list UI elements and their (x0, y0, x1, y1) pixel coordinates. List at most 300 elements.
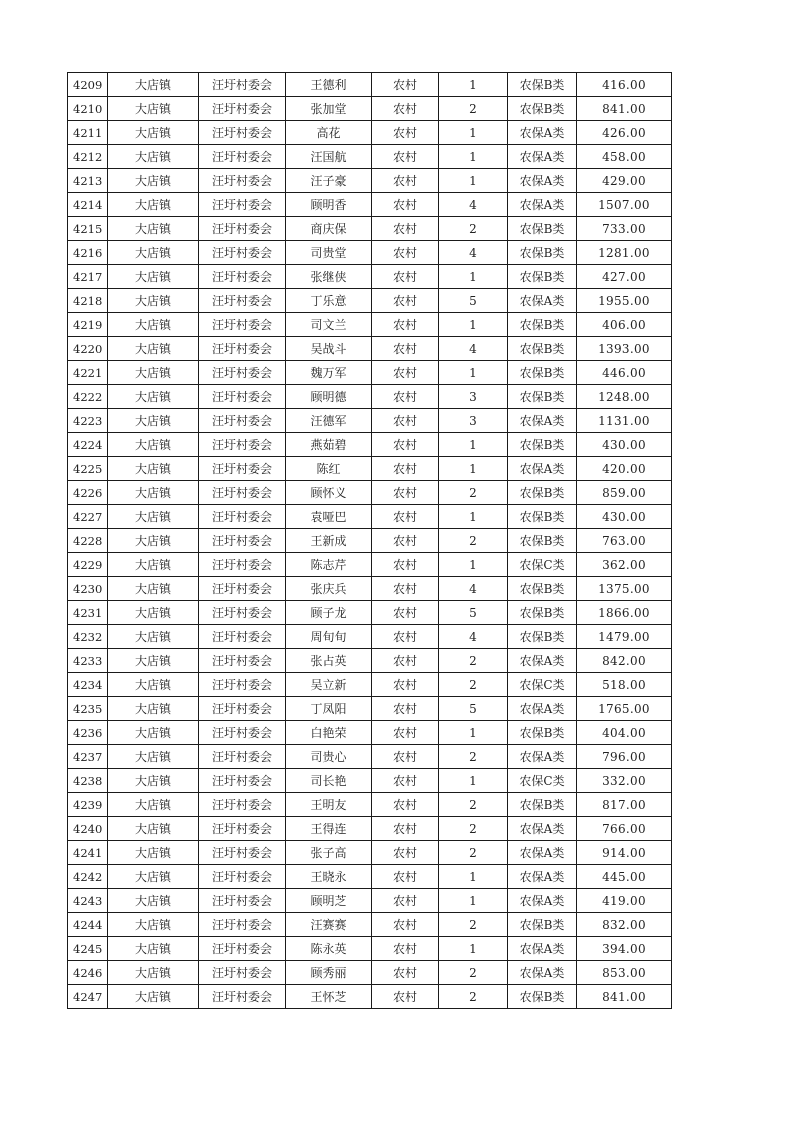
table-row (68, 961, 672, 985)
amount-cell: 420.00 (577, 457, 672, 481)
household-count-cell: 1 (439, 505, 508, 529)
insurance-category-cell: 农保B类 (508, 505, 577, 529)
record-id-cell: 4212 (68, 145, 108, 169)
village-committee-cell: 汪圩村委会 (199, 985, 286, 1009)
town-cell: 大店镇 (108, 601, 199, 625)
amount-cell: 914.00 (577, 841, 672, 865)
household-count-cell: 1 (439, 433, 508, 457)
insurance-category-cell: 农保A类 (508, 169, 577, 193)
household-count-cell: 3 (439, 409, 508, 433)
insurance-category-cell: 农保A类 (508, 193, 577, 217)
insurance-category-cell: 农保A类 (508, 865, 577, 889)
village-committee-cell: 汪圩村委会 (199, 145, 286, 169)
insurance-category-cell: 农保A类 (508, 145, 577, 169)
village-committee-cell: 汪圩村委会 (199, 457, 286, 481)
table-row (68, 601, 672, 625)
amount-cell: 859.00 (577, 481, 672, 505)
area-type-cell: 农村 (372, 121, 439, 145)
household-count-cell: 1 (439, 265, 508, 289)
village-committee-cell: 汪圩村委会 (199, 217, 286, 241)
table-row (68, 241, 672, 265)
amount-cell: 458.00 (577, 145, 672, 169)
table-row (68, 337, 672, 361)
amount-cell: 1281.00 (577, 241, 672, 265)
table-row (68, 313, 672, 337)
amount-cell: 1248.00 (577, 385, 672, 409)
table-row (68, 409, 672, 433)
village-committee-cell: 汪圩村委会 (199, 865, 286, 889)
area-type-cell: 农村 (372, 625, 439, 649)
record-id-cell: 4224 (68, 433, 108, 457)
record-id-cell: 4209 (68, 73, 108, 97)
record-id-cell: 4221 (68, 361, 108, 385)
area-type-cell: 农村 (372, 697, 439, 721)
person-name-cell: 商庆保 (286, 217, 372, 241)
amount-cell: 841.00 (577, 985, 672, 1009)
record-id-cell: 4226 (68, 481, 108, 505)
area-type-cell: 农村 (372, 241, 439, 265)
person-name-cell: 吴战斗 (286, 337, 372, 361)
person-name-cell: 顾明德 (286, 385, 372, 409)
area-type-cell: 农村 (372, 577, 439, 601)
person-name-cell: 魏万军 (286, 361, 372, 385)
table-row (68, 649, 672, 673)
person-name-cell: 陈红 (286, 457, 372, 481)
table-row (68, 121, 672, 145)
household-count-cell: 4 (439, 193, 508, 217)
household-count-cell: 2 (439, 985, 508, 1009)
village-committee-cell: 汪圩村委会 (199, 361, 286, 385)
village-committee-cell: 汪圩村委会 (199, 409, 286, 433)
table-row (68, 577, 672, 601)
town-cell: 大店镇 (108, 265, 199, 289)
record-id-cell: 4228 (68, 529, 108, 553)
amount-cell: 419.00 (577, 889, 672, 913)
town-cell: 大店镇 (108, 577, 199, 601)
record-id-cell: 4227 (68, 505, 108, 529)
town-cell: 大店镇 (108, 193, 199, 217)
insurance-category-cell: 农保A类 (508, 817, 577, 841)
village-committee-cell: 汪圩村委会 (199, 505, 286, 529)
person-name-cell: 王明友 (286, 793, 372, 817)
table-row (68, 817, 672, 841)
town-cell: 大店镇 (108, 529, 199, 553)
village-committee-cell: 汪圩村委会 (199, 649, 286, 673)
insurance-category-cell: 农保C类 (508, 553, 577, 577)
person-name-cell: 王晓永 (286, 865, 372, 889)
amount-cell: 1375.00 (577, 577, 672, 601)
town-cell: 大店镇 (108, 289, 199, 313)
table-row (68, 457, 672, 481)
village-committee-cell: 汪圩村委会 (199, 481, 286, 505)
record-id-cell: 4244 (68, 913, 108, 937)
person-name-cell: 张加堂 (286, 97, 372, 121)
town-cell: 大店镇 (108, 961, 199, 985)
amount-cell: 1507.00 (577, 193, 672, 217)
record-id-cell: 4242 (68, 865, 108, 889)
area-type-cell: 农村 (372, 937, 439, 961)
household-count-cell: 1 (439, 769, 508, 793)
insurance-category-cell: 农保B类 (508, 337, 577, 361)
table-row (68, 745, 672, 769)
insurance-category-cell: 农保B类 (508, 433, 577, 457)
person-name-cell: 顾明芝 (286, 889, 372, 913)
area-type-cell: 农村 (372, 673, 439, 697)
record-id-cell: 4218 (68, 289, 108, 313)
area-type-cell: 农村 (372, 73, 439, 97)
table-row (68, 265, 672, 289)
area-type-cell: 农村 (372, 793, 439, 817)
insurance-category-cell: 农保B类 (508, 385, 577, 409)
amount-cell: 430.00 (577, 433, 672, 457)
record-id-cell: 4234 (68, 673, 108, 697)
record-id-cell: 4220 (68, 337, 108, 361)
household-count-cell: 1 (439, 865, 508, 889)
town-cell: 大店镇 (108, 361, 199, 385)
area-type-cell: 农村 (372, 337, 439, 361)
town-cell: 大店镇 (108, 913, 199, 937)
insurance-category-cell: 农保B类 (508, 625, 577, 649)
table-row (68, 73, 672, 97)
amount-cell: 404.00 (577, 721, 672, 745)
town-cell: 大店镇 (108, 889, 199, 913)
village-committee-cell: 汪圩村委会 (199, 121, 286, 145)
town-cell: 大店镇 (108, 673, 199, 697)
area-type-cell: 农村 (372, 817, 439, 841)
household-count-cell: 1 (439, 889, 508, 913)
amount-cell: 763.00 (577, 529, 672, 553)
village-committee-cell: 汪圩村委会 (199, 193, 286, 217)
area-type-cell: 农村 (372, 97, 439, 121)
household-count-cell: 1 (439, 553, 508, 577)
amount-cell: 1393.00 (577, 337, 672, 361)
insurance-category-cell: 农保B类 (508, 721, 577, 745)
person-name-cell: 陈志芹 (286, 553, 372, 577)
town-cell: 大店镇 (108, 481, 199, 505)
amount-cell: 733.00 (577, 217, 672, 241)
village-committee-cell: 汪圩村委会 (199, 841, 286, 865)
record-id-cell: 4232 (68, 625, 108, 649)
town-cell: 大店镇 (108, 745, 199, 769)
household-count-cell: 2 (439, 793, 508, 817)
household-count-cell: 4 (439, 241, 508, 265)
household-count-cell: 4 (439, 337, 508, 361)
amount-cell: 842.00 (577, 649, 672, 673)
town-cell: 大店镇 (108, 625, 199, 649)
table-row (68, 169, 672, 193)
person-name-cell: 王得连 (286, 817, 372, 841)
amount-cell: 426.00 (577, 121, 672, 145)
person-name-cell: 司文兰 (286, 313, 372, 337)
household-count-cell: 1 (439, 457, 508, 481)
record-id-cell: 4241 (68, 841, 108, 865)
records-table (67, 72, 672, 1009)
household-count-cell: 2 (439, 481, 508, 505)
village-committee-cell: 汪圩村委会 (199, 721, 286, 745)
area-type-cell: 农村 (372, 841, 439, 865)
town-cell: 大店镇 (108, 937, 199, 961)
person-name-cell: 王怀芝 (286, 985, 372, 1009)
amount-cell: 416.00 (577, 73, 672, 97)
area-type-cell: 农村 (372, 361, 439, 385)
area-type-cell: 农村 (372, 985, 439, 1009)
table-row (68, 937, 672, 961)
insurance-category-cell: 农保A类 (508, 457, 577, 481)
town-cell: 大店镇 (108, 457, 199, 481)
area-type-cell: 农村 (372, 721, 439, 745)
insurance-category-cell: 农保B类 (508, 577, 577, 601)
person-name-cell: 张占英 (286, 649, 372, 673)
village-committee-cell: 汪圩村委会 (199, 769, 286, 793)
amount-cell: 841.00 (577, 97, 672, 121)
record-id-cell: 4219 (68, 313, 108, 337)
town-cell: 大店镇 (108, 145, 199, 169)
insurance-category-cell: 农保A类 (508, 841, 577, 865)
amount-cell: 1765.00 (577, 697, 672, 721)
record-id-cell: 4222 (68, 385, 108, 409)
person-name-cell: 司长艳 (286, 769, 372, 793)
area-type-cell: 农村 (372, 409, 439, 433)
amount-cell: 446.00 (577, 361, 672, 385)
table-body (68, 73, 672, 1009)
amount-cell: 362.00 (577, 553, 672, 577)
insurance-category-cell: 农保B类 (508, 529, 577, 553)
household-count-cell: 3 (439, 385, 508, 409)
town-cell: 大店镇 (108, 553, 199, 577)
area-type-cell: 农村 (372, 961, 439, 985)
area-type-cell: 农村 (372, 745, 439, 769)
table-row (68, 553, 672, 577)
household-count-cell: 1 (439, 313, 508, 337)
table-row (68, 985, 672, 1009)
insurance-category-cell: 农保B类 (508, 481, 577, 505)
amount-cell: 394.00 (577, 937, 672, 961)
household-count-cell: 2 (439, 529, 508, 553)
person-name-cell: 吴立新 (286, 673, 372, 697)
table-row (68, 841, 672, 865)
record-id-cell: 4225 (68, 457, 108, 481)
person-name-cell: 顾子龙 (286, 601, 372, 625)
insurance-category-cell: 农保B类 (508, 985, 577, 1009)
town-cell: 大店镇 (108, 313, 199, 337)
insurance-category-cell: 农保B类 (508, 241, 577, 265)
record-id-cell: 4231 (68, 601, 108, 625)
amount-cell: 429.00 (577, 169, 672, 193)
person-name-cell: 王新成 (286, 529, 372, 553)
area-type-cell: 农村 (372, 433, 439, 457)
village-committee-cell: 汪圩村委会 (199, 433, 286, 457)
record-id-cell: 4229 (68, 553, 108, 577)
household-count-cell: 2 (439, 817, 508, 841)
household-count-cell: 1 (439, 361, 508, 385)
amount-cell: 853.00 (577, 961, 672, 985)
table-row (68, 481, 672, 505)
table-row (68, 193, 672, 217)
area-type-cell: 农村 (372, 265, 439, 289)
amount-cell: 1131.00 (577, 409, 672, 433)
record-id-cell: 4211 (68, 121, 108, 145)
record-id-cell: 4235 (68, 697, 108, 721)
town-cell: 大店镇 (108, 241, 199, 265)
person-name-cell: 周旬旬 (286, 625, 372, 649)
insurance-category-cell: 农保B类 (508, 73, 577, 97)
household-count-cell: 2 (439, 841, 508, 865)
record-id-cell: 4217 (68, 265, 108, 289)
person-name-cell: 高花 (286, 121, 372, 145)
village-committee-cell: 汪圩村委会 (199, 697, 286, 721)
area-type-cell: 农村 (372, 385, 439, 409)
insurance-category-cell: 农保A类 (508, 937, 577, 961)
record-id-cell: 4243 (68, 889, 108, 913)
village-committee-cell: 汪圩村委会 (199, 73, 286, 97)
person-name-cell: 袁哑巴 (286, 505, 372, 529)
town-cell: 大店镇 (108, 121, 199, 145)
person-name-cell: 顾怀义 (286, 481, 372, 505)
insurance-category-cell: 农保B类 (508, 361, 577, 385)
area-type-cell: 农村 (372, 169, 439, 193)
table-row (68, 385, 672, 409)
village-committee-cell: 汪圩村委会 (199, 673, 286, 697)
household-count-cell: 2 (439, 961, 508, 985)
table-row (68, 529, 672, 553)
person-name-cell: 顾秀丽 (286, 961, 372, 985)
village-committee-cell: 汪圩村委会 (199, 97, 286, 121)
table-row (68, 145, 672, 169)
record-id-cell: 4213 (68, 169, 108, 193)
area-type-cell: 农村 (372, 505, 439, 529)
village-committee-cell: 汪圩村委会 (199, 745, 286, 769)
amount-cell: 332.00 (577, 769, 672, 793)
table-row (68, 865, 672, 889)
insurance-category-cell: 农保B类 (508, 913, 577, 937)
table-row (68, 505, 672, 529)
area-type-cell: 农村 (372, 481, 439, 505)
record-id-cell: 4210 (68, 97, 108, 121)
household-count-cell: 2 (439, 97, 508, 121)
record-id-cell: 4223 (68, 409, 108, 433)
table-row (68, 673, 672, 697)
amount-cell: 1866.00 (577, 601, 672, 625)
amount-cell: 1955.00 (577, 289, 672, 313)
table-row (68, 793, 672, 817)
village-committee-cell: 汪圩村委会 (199, 937, 286, 961)
table-row (68, 289, 672, 313)
household-count-cell: 1 (439, 169, 508, 193)
household-count-cell: 5 (439, 601, 508, 625)
town-cell: 大店镇 (108, 793, 199, 817)
table-row (68, 697, 672, 721)
record-id-cell: 4247 (68, 985, 108, 1009)
table-row (68, 433, 672, 457)
person-name-cell: 张子高 (286, 841, 372, 865)
person-name-cell: 张继侠 (286, 265, 372, 289)
area-type-cell: 农村 (372, 145, 439, 169)
insurance-category-cell: 农保A类 (508, 697, 577, 721)
village-committee-cell: 汪圩村委会 (199, 289, 286, 313)
table-row (68, 769, 672, 793)
household-count-cell: 1 (439, 721, 508, 745)
insurance-category-cell: 农保B类 (508, 601, 577, 625)
record-id-cell: 4238 (68, 769, 108, 793)
record-id-cell: 4216 (68, 241, 108, 265)
area-type-cell: 农村 (372, 217, 439, 241)
record-id-cell: 4245 (68, 937, 108, 961)
household-count-cell: 1 (439, 937, 508, 961)
area-type-cell: 农村 (372, 313, 439, 337)
table-row (68, 361, 672, 385)
person-name-cell: 司贵堂 (286, 241, 372, 265)
village-committee-cell: 汪圩村委会 (199, 241, 286, 265)
household-count-cell: 2 (439, 217, 508, 241)
record-id-cell: 4214 (68, 193, 108, 217)
village-committee-cell: 汪圩村委会 (199, 577, 286, 601)
table-row (68, 97, 672, 121)
area-type-cell: 农村 (372, 601, 439, 625)
town-cell: 大店镇 (108, 985, 199, 1009)
table-row (68, 889, 672, 913)
village-committee-cell: 汪圩村委会 (199, 889, 286, 913)
person-name-cell: 汪子豪 (286, 169, 372, 193)
town-cell: 大店镇 (108, 865, 199, 889)
village-committee-cell: 汪圩村委会 (199, 553, 286, 577)
insurance-category-cell: 农保A类 (508, 121, 577, 145)
amount-cell: 427.00 (577, 265, 672, 289)
record-id-cell: 4215 (68, 217, 108, 241)
insurance-category-cell: 农保A类 (508, 745, 577, 769)
person-name-cell: 陈永英 (286, 937, 372, 961)
amount-cell: 832.00 (577, 913, 672, 937)
village-committee-cell: 汪圩村委会 (199, 601, 286, 625)
town-cell: 大店镇 (108, 505, 199, 529)
person-name-cell: 白艳荣 (286, 721, 372, 745)
village-committee-cell: 汪圩村委会 (199, 817, 286, 841)
insurance-category-cell: 农保A类 (508, 961, 577, 985)
household-count-cell: 2 (439, 745, 508, 769)
amount-cell: 766.00 (577, 817, 672, 841)
insurance-category-cell: 农保C类 (508, 769, 577, 793)
area-type-cell: 农村 (372, 457, 439, 481)
record-id-cell: 4246 (68, 961, 108, 985)
village-committee-cell: 汪圩村委会 (199, 961, 286, 985)
insurance-category-cell: 农保A类 (508, 289, 577, 313)
record-id-cell: 4233 (68, 649, 108, 673)
insurance-category-cell: 农保A类 (508, 889, 577, 913)
amount-cell: 796.00 (577, 745, 672, 769)
town-cell: 大店镇 (108, 73, 199, 97)
town-cell: 大店镇 (108, 817, 199, 841)
household-count-cell: 2 (439, 913, 508, 937)
area-type-cell: 农村 (372, 553, 439, 577)
area-type-cell: 农村 (372, 865, 439, 889)
village-committee-cell: 汪圩村委会 (199, 625, 286, 649)
insurance-category-cell: 农保B类 (508, 793, 577, 817)
town-cell: 大店镇 (108, 721, 199, 745)
town-cell: 大店镇 (108, 433, 199, 457)
household-count-cell: 1 (439, 121, 508, 145)
town-cell: 大店镇 (108, 337, 199, 361)
person-name-cell: 王德利 (286, 73, 372, 97)
amount-cell: 817.00 (577, 793, 672, 817)
area-type-cell: 农村 (372, 769, 439, 793)
area-type-cell: 农村 (372, 289, 439, 313)
amount-cell: 1479.00 (577, 625, 672, 649)
person-name-cell: 汪国航 (286, 145, 372, 169)
town-cell: 大店镇 (108, 409, 199, 433)
town-cell: 大店镇 (108, 769, 199, 793)
person-name-cell: 顾明香 (286, 193, 372, 217)
insurance-category-cell: 农保A类 (508, 649, 577, 673)
town-cell: 大店镇 (108, 169, 199, 193)
